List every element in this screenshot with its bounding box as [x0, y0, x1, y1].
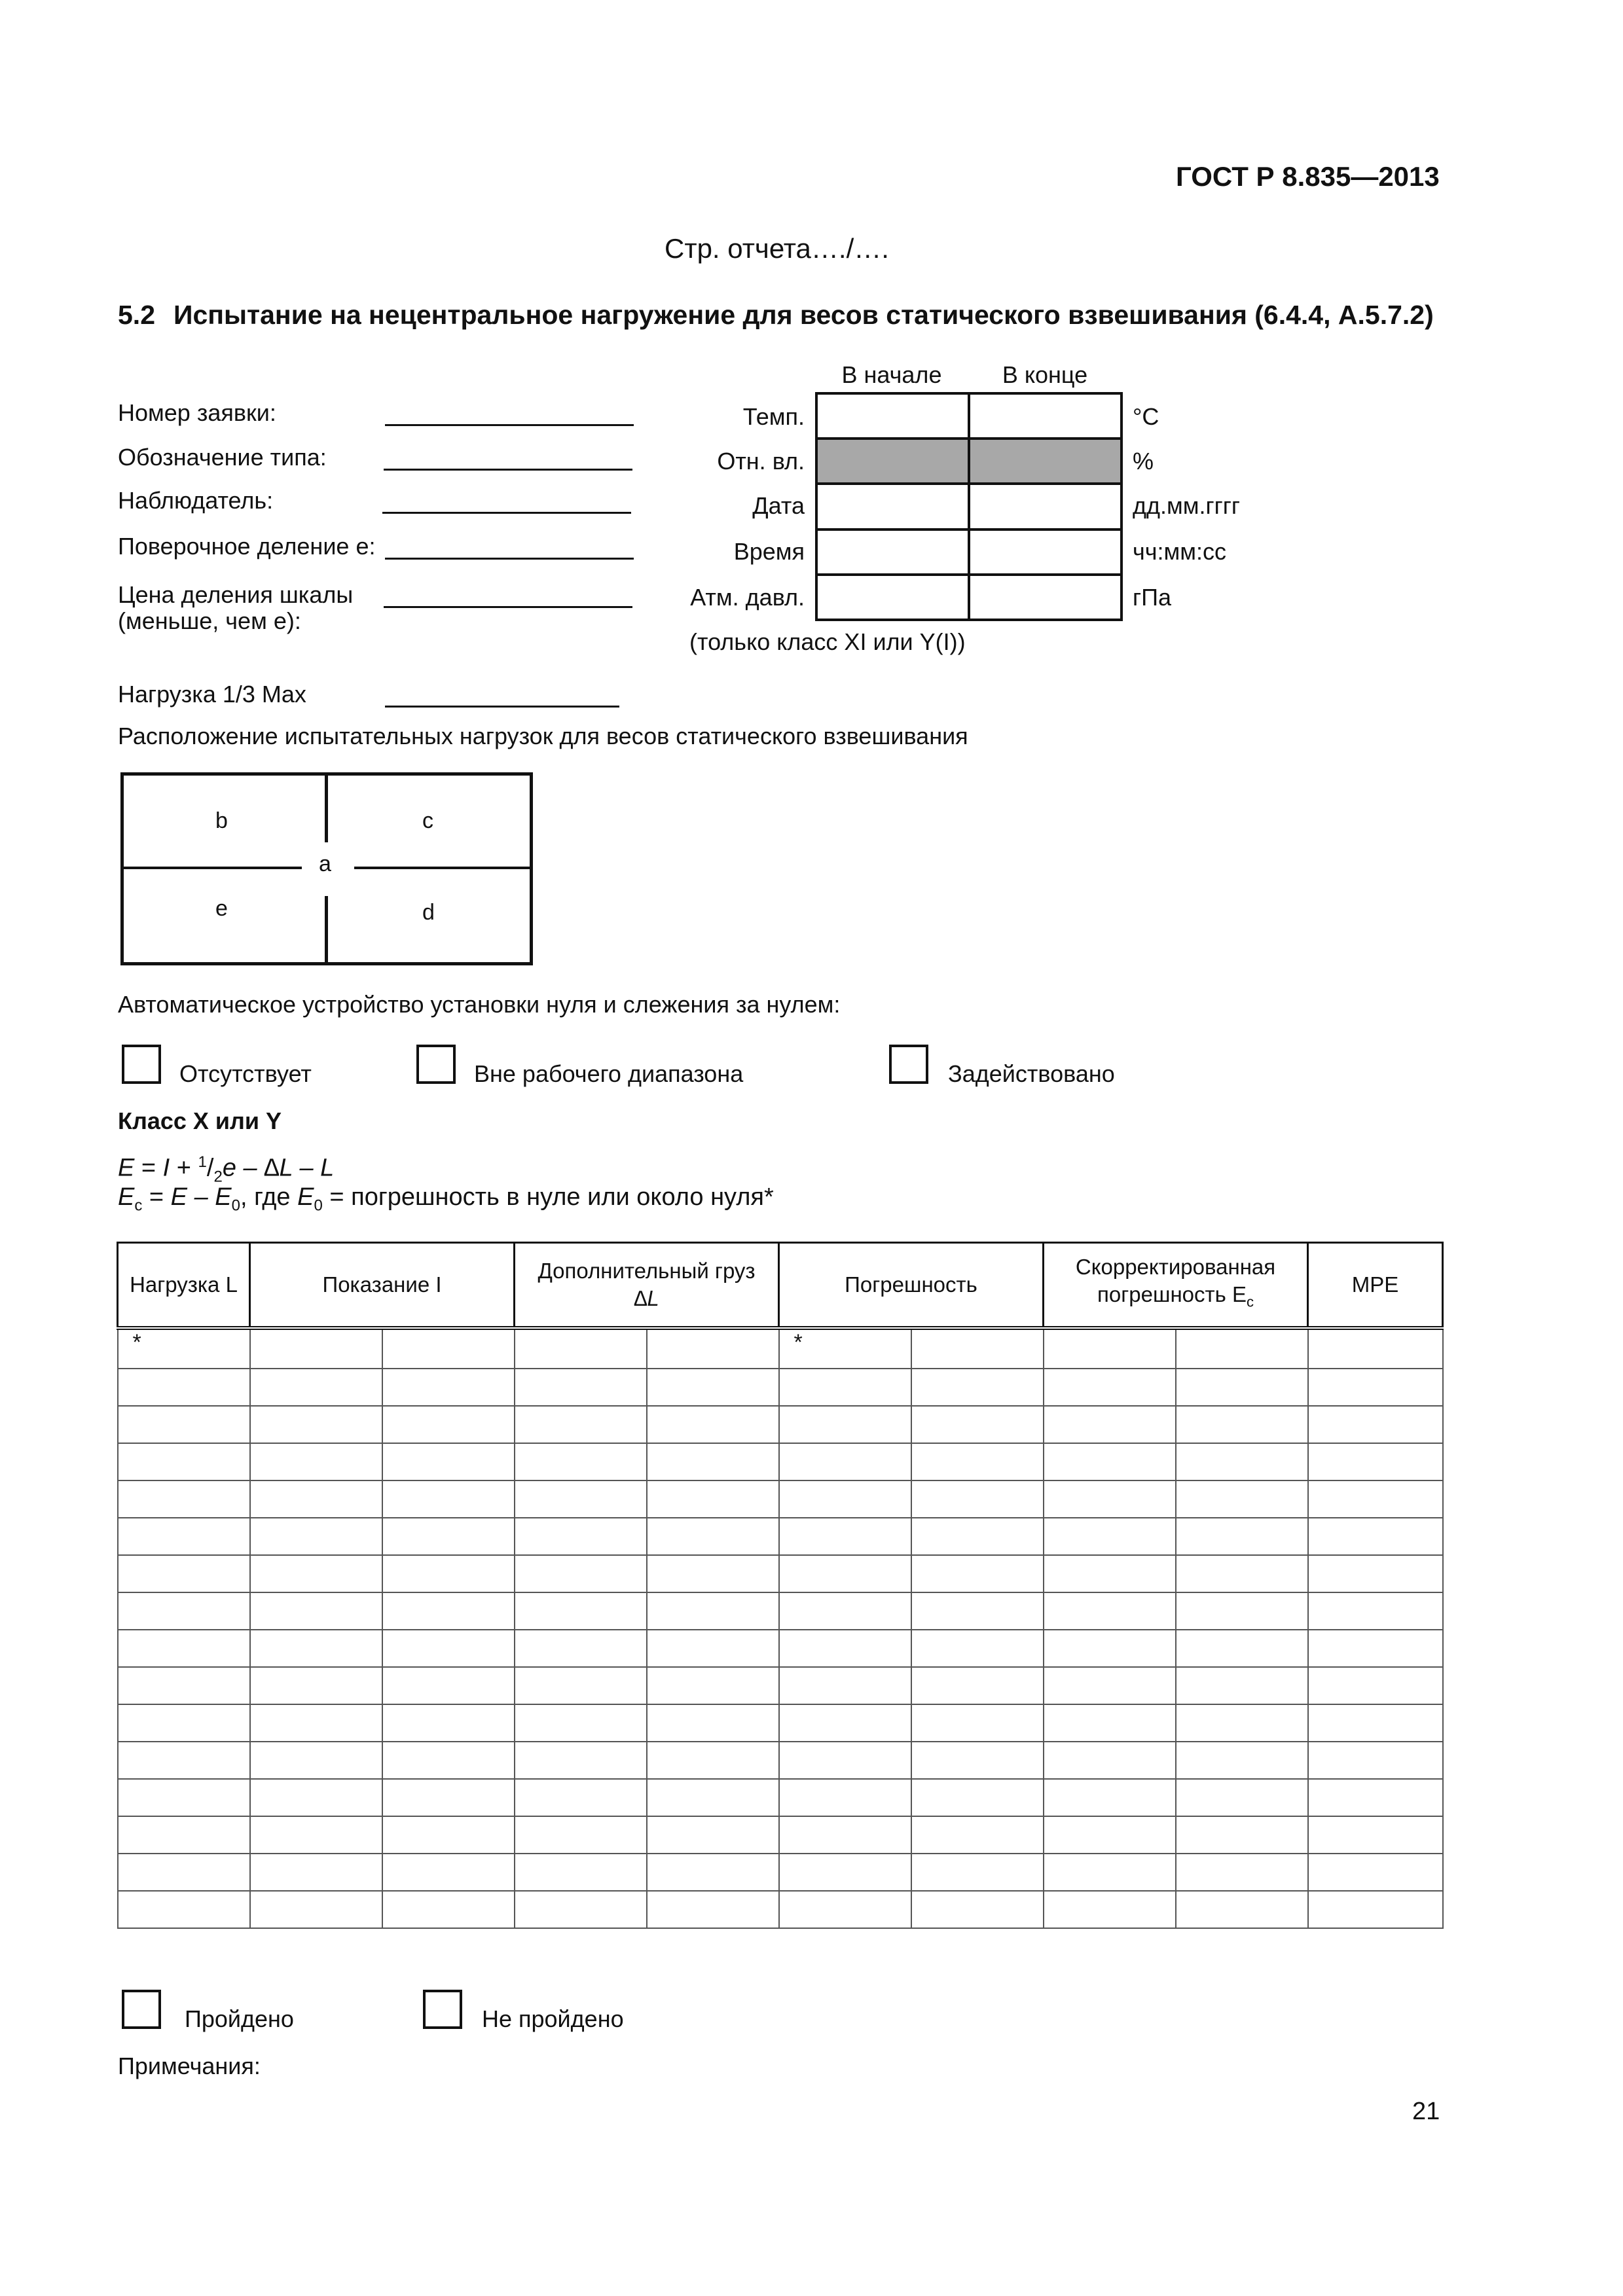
table-cell[interactable]: [1176, 1518, 1308, 1555]
load-column-header: Нагрузка L: [118, 1243, 250, 1329]
type-designation-line[interactable]: [384, 469, 632, 471]
table-cell[interactable]: [1044, 1406, 1176, 1443]
table-cell[interactable]: [1176, 1369, 1308, 1406]
out-of-range-label: Вне рабочего диапазона: [474, 1060, 744, 1087]
table-cell[interactable]: [515, 1555, 647, 1592]
table-cell[interactable]: [647, 1480, 779, 1518]
table-cell[interactable]: [647, 1704, 779, 1742]
table-cell[interactable]: [1176, 1704, 1308, 1742]
table-cell[interactable]: [1176, 1742, 1308, 1779]
table-cell[interactable]: [1308, 1518, 1443, 1555]
table-cell[interactable]: [779, 1816, 911, 1854]
condition-unit: гПа: [1133, 584, 1172, 611]
table-cell[interactable]: [779, 1406, 911, 1443]
table-cell[interactable]: [647, 1742, 779, 1779]
table-cell[interactable]: [118, 1854, 250, 1891]
table-cell[interactable]: [1176, 1630, 1308, 1667]
table-cell[interactable]: [118, 1406, 250, 1443]
formula-symbol: e – ∆L – L: [222, 1154, 335, 1182]
table-cell[interactable]: [1176, 1555, 1308, 1592]
corrected-error-column-header: Скорректированная погрешность $E_c$: [1044, 1243, 1308, 1329]
formula-operator: =: [134, 1154, 163, 1182]
table-cell[interactable]: [1044, 1816, 1176, 1854]
table-cell[interactable]: [779, 1630, 911, 1667]
table-cell[interactable]: [1044, 1443, 1176, 1480]
table-cell[interactable]: [1308, 1742, 1443, 1779]
table-cell[interactable]: [1044, 1369, 1176, 1406]
table-row: [118, 1443, 1443, 1480]
table-cell[interactable]: [118, 1630, 250, 1667]
formula-subscript: c: [134, 1196, 143, 1215]
table-cell[interactable]: [250, 1667, 382, 1704]
table-cell[interactable]: [250, 1630, 382, 1667]
table-cell[interactable]: [382, 1816, 515, 1854]
engaged-label: Задействовано: [948, 1060, 1115, 1087]
verification-division-line[interactable]: [385, 558, 634, 560]
table-cell[interactable]: [1308, 1328, 1443, 1369]
pressure-end-cell[interactable]: [969, 575, 1122, 620]
table-cell[interactable]: [647, 1854, 779, 1891]
table-cell[interactable]: [1176, 1480, 1308, 1518]
table-row: [118, 1891, 1443, 1928]
humidity-end-cell[interactable]: [969, 439, 1122, 484]
table-cell[interactable]: *: [118, 1328, 250, 1369]
table-cell[interactable]: [118, 1704, 250, 1742]
table-cell[interactable]: [911, 1328, 1044, 1369]
table-row: [118, 1369, 1443, 1406]
table-cell[interactable]: [118, 1592, 250, 1630]
table-cell[interactable]: [250, 1406, 382, 1443]
observer-label: Наблюдатель:: [118, 487, 274, 514]
absent-label: Отсутствует: [179, 1060, 312, 1087]
table-cell[interactable]: [647, 1443, 779, 1480]
formula-subscript: 0: [314, 1196, 323, 1215]
table-cell[interactable]: [1308, 1480, 1443, 1518]
formula-operator: +: [170, 1154, 198, 1182]
table-cell[interactable]: [515, 1704, 647, 1742]
table-cell[interactable]: [1308, 1854, 1443, 1891]
table-cell[interactable]: [118, 1779, 250, 1816]
formula-symbol: E: [297, 1183, 314, 1211]
table-cell[interactable]: [250, 1742, 382, 1779]
table-cell[interactable]: [779, 1369, 911, 1406]
notes-label: Примечания:: [118, 2053, 261, 2079]
table-cell[interactable]: [382, 1406, 515, 1443]
table-cell[interactable]: [250, 1518, 382, 1555]
type-designation-label: Обозначение типа:: [118, 444, 327, 471]
table-cell[interactable]: [1308, 1592, 1443, 1630]
table-cell[interactable]: [779, 1592, 911, 1630]
conditions-end-header: В конце: [1002, 361, 1088, 388]
load-label: Нагрузка 1/3 Max: [118, 681, 306, 708]
failed-checkbox[interactable]: [423, 1990, 462, 2029]
table-row: [118, 1742, 1443, 1779]
table-cell[interactable]: [911, 1854, 1044, 1891]
pressure-start-cell[interactable]: [816, 575, 969, 620]
table-cell[interactable]: [911, 1369, 1044, 1406]
corrected-error-formula: [118, 1183, 774, 1215]
table-cell[interactable]: [647, 1630, 779, 1667]
application-number-label: Номер заявки:: [118, 399, 276, 426]
table-cell[interactable]: [250, 1592, 382, 1630]
position-a-label: a: [319, 852, 331, 876]
observer-line[interactable]: [382, 512, 631, 514]
table-cell[interactable]: [647, 1667, 779, 1704]
scale-division-line[interactable]: [384, 606, 632, 608]
table-cell[interactable]: [779, 1854, 911, 1891]
table-cell[interactable]: [911, 1630, 1044, 1667]
table-cell[interactable]: [382, 1480, 515, 1518]
verification-division-label: Поверочное деление e:: [118, 533, 376, 560]
formula-text: = погрешность в нуле или около нуля*: [322, 1183, 774, 1211]
off-center-loading-table: [117, 1242, 1444, 1929]
table-cell[interactable]: [382, 1891, 515, 1928]
position-e-label: e: [215, 896, 228, 921]
table-cell[interactable]: [382, 1443, 515, 1480]
table-row: [118, 1704, 1443, 1742]
table-cell[interactable]: [911, 1406, 1044, 1443]
table-cell[interactable]: [911, 1480, 1044, 1518]
formula-subscript: 0: [231, 1196, 240, 1215]
table-cell[interactable]: [779, 1779, 911, 1816]
condition-unit: °C: [1133, 403, 1159, 430]
table-cell[interactable]: [515, 1369, 647, 1406]
table-cell[interactable]: [779, 1555, 911, 1592]
table-cell[interactable]: [382, 1667, 515, 1704]
condition-unit: дд.мм.гггг: [1133, 492, 1241, 519]
table-cell[interactable]: [515, 1667, 647, 1704]
table-cell[interactable]: [515, 1854, 647, 1891]
table-cell[interactable]: [515, 1630, 647, 1667]
table-cell[interactable]: [515, 1742, 647, 1779]
formula-symbol: I: [162, 1154, 170, 1182]
table-cell[interactable]: [1044, 1630, 1176, 1667]
table-cell[interactable]: [1308, 1406, 1443, 1443]
table-cell[interactable]: [1044, 1779, 1176, 1816]
table-cell[interactable]: [1308, 1369, 1443, 1406]
engaged-checkbox[interactable]: [889, 1045, 928, 1084]
conditions-start-header: В начале: [841, 361, 942, 388]
table-cell[interactable]: [779, 1518, 911, 1555]
table-cell[interactable]: [779, 1443, 911, 1480]
table-cell[interactable]: [647, 1328, 779, 1369]
table-cell[interactable]: [779, 1704, 911, 1742]
scale-division-label-1: Цена деления шкалы: [118, 581, 354, 608]
table-cell[interactable]: [647, 1518, 779, 1555]
formula-subscript: 2: [213, 1168, 223, 1186]
table-cell[interactable]: [1308, 1704, 1443, 1742]
table-row: [118, 1518, 1443, 1555]
table-cell[interactable]: [1308, 1630, 1443, 1667]
error-formula: [118, 1153, 334, 1186]
table-cell[interactable]: [1176, 1667, 1308, 1704]
formula-symbol: E: [118, 1154, 135, 1182]
table-cell[interactable]: [1176, 1779, 1308, 1816]
table-cell[interactable]: [1176, 1406, 1308, 1443]
table-cell[interactable]: [1044, 1555, 1176, 1592]
formula-symbol: E: [118, 1183, 135, 1211]
position-d-label: d: [422, 900, 435, 925]
table-cell[interactable]: [1044, 1328, 1176, 1369]
table-cell[interactable]: [515, 1480, 647, 1518]
table-cell[interactable]: [1308, 1555, 1443, 1592]
table-cell[interactable]: [1044, 1667, 1176, 1704]
table-cell[interactable]: [1044, 1854, 1176, 1891]
table-cell[interactable]: [647, 1592, 779, 1630]
condition-label: Атм. давл.: [690, 584, 805, 611]
out-of-range-checkbox[interactable]: [416, 1045, 456, 1084]
table-cell[interactable]: [515, 1406, 647, 1443]
condition-label: Темп.: [742, 403, 805, 430]
table-cell[interactable]: [118, 1555, 250, 1592]
condition-label: Время: [733, 538, 805, 565]
table-cell[interactable]: [382, 1328, 515, 1369]
load-line[interactable]: [385, 706, 619, 708]
table-cell[interactable]: [1308, 1779, 1443, 1816]
passed-checkbox[interactable]: [122, 1990, 161, 2029]
table-cell[interactable]: [1176, 1816, 1308, 1854]
table-cell[interactable]: [515, 1443, 647, 1480]
time-end-cell[interactable]: [969, 529, 1122, 575]
table-row: [118, 1592, 1443, 1630]
section-title: Испытание на нецентральное нагружение для весов статического взвешивания (6.4.4, А.5.7.2): [173, 300, 1434, 330]
table-cell[interactable]: [250, 1779, 382, 1816]
conditions-note: (только класс XI или Y(I)): [689, 628, 966, 655]
report-page-counter: Стр. отчета…./….: [665, 233, 889, 264]
table-cell[interactable]: [1308, 1816, 1443, 1854]
table-cell[interactable]: [250, 1443, 382, 1480]
table-row: [118, 1630, 1443, 1667]
table-cell[interactable]: [1176, 1854, 1308, 1891]
application-number-line[interactable]: [385, 424, 634, 426]
indication-column-header: Показание I: [250, 1243, 515, 1329]
table-cell[interactable]: [1308, 1443, 1443, 1480]
table-cell[interactable]: [647, 1891, 779, 1928]
table-cell[interactable]: [911, 1443, 1044, 1480]
table-cell[interactable]: [250, 1369, 382, 1406]
error-column-header: Погрешность: [779, 1243, 1044, 1329]
table-cell[interactable]: [382, 1779, 515, 1816]
zero-device-title: Автоматическое устройство установки нуля и слежения за нулем:: [118, 991, 841, 1018]
scale-division-label-2: (меньше, чем e):: [118, 607, 301, 634]
load-position-diagram: [120, 772, 533, 965]
humidity-start-cell[interactable]: [816, 439, 969, 484]
table-cell[interactable]: [118, 1667, 250, 1704]
temp-start-cell[interactable]: [816, 393, 969, 439]
condition-label: Дата: [752, 492, 805, 519]
table-cell[interactable]: [779, 1891, 911, 1928]
additional-weight-column-header: Дополнительный груз ∆L: [515, 1243, 779, 1329]
mpe-column-header: MPE: [1308, 1243, 1443, 1329]
table-body: [118, 1328, 1443, 1928]
table-cell[interactable]: [911, 1742, 1044, 1779]
table-cell[interactable]: [250, 1704, 382, 1742]
table-cell[interactable]: [647, 1369, 779, 1406]
section-number: 5.2: [118, 300, 155, 330]
table-row: [118, 1480, 1443, 1518]
table-cell[interactable]: [382, 1518, 515, 1555]
table-row: [118, 1406, 1443, 1443]
table-cell[interactable]: [1308, 1667, 1443, 1704]
table-cell[interactable]: [1044, 1480, 1176, 1518]
table-row: [118, 1779, 1443, 1816]
table-cell[interactable]: [250, 1816, 382, 1854]
formula-slash: /: [206, 1154, 214, 1182]
class-heading: Класс X или Y: [118, 1107, 282, 1134]
table-cell[interactable]: [118, 1742, 250, 1779]
table-cell[interactable]: [515, 1328, 647, 1369]
condition-unit: %: [1133, 448, 1154, 475]
table-cell[interactable]: [250, 1555, 382, 1592]
table-cell[interactable]: [779, 1742, 911, 1779]
table-cell[interactable]: [911, 1816, 1044, 1854]
table-cell[interactable]: [911, 1891, 1044, 1928]
load-layout-caption: Расположение испытательных нагрузок для весов статического взвешивания: [118, 723, 968, 749]
table-cell[interactable]: [382, 1704, 515, 1742]
table-cell[interactable]: [118, 1518, 250, 1555]
table-cell[interactable]: [515, 1891, 647, 1928]
table-cell[interactable]: [779, 1667, 911, 1704]
table-cell[interactable]: [515, 1592, 647, 1630]
table-row: [118, 1555, 1443, 1592]
table-cell[interactable]: [647, 1779, 779, 1816]
table-cell[interactable]: [911, 1592, 1044, 1630]
table-cell[interactable]: [1176, 1443, 1308, 1480]
position-c-label: c: [422, 808, 433, 833]
table-cell[interactable]: [250, 1854, 382, 1891]
table-cell[interactable]: [1308, 1891, 1443, 1928]
table-cell[interactable]: [250, 1480, 382, 1518]
table-cell[interactable]: [1044, 1891, 1176, 1928]
condition-label: Отн. вл.: [717, 448, 805, 475]
document-number: ГОСТ Р 8.835—2013: [1176, 161, 1440, 192]
date-start-cell[interactable]: [816, 484, 969, 529]
table-cell[interactable]: [911, 1704, 1044, 1742]
table-cell[interactable]: [911, 1555, 1044, 1592]
table-cell[interactable]: [382, 1369, 515, 1406]
table-cell[interactable]: [118, 1891, 250, 1928]
formula-superscript: 1: [198, 1153, 207, 1171]
date-end-cell[interactable]: [969, 484, 1122, 529]
table-row: [118, 1854, 1443, 1891]
table-cell[interactable]: [250, 1891, 382, 1928]
table-cell[interactable]: [118, 1480, 250, 1518]
table-cell[interactable]: *: [779, 1328, 911, 1369]
table-cell[interactable]: [647, 1555, 779, 1592]
table-cell[interactable]: [911, 1518, 1044, 1555]
table-cell[interactable]: [1044, 1518, 1176, 1555]
table-cell[interactable]: [515, 1779, 647, 1816]
table-cell[interactable]: [779, 1480, 911, 1518]
passed-label: Пройдено: [185, 2005, 294, 2032]
temp-end-cell[interactable]: [969, 393, 1122, 439]
table-cell[interactable]: [911, 1779, 1044, 1816]
table-cell[interactable]: [1044, 1704, 1176, 1742]
table-cell[interactable]: [382, 1742, 515, 1779]
formula-text: , где: [240, 1183, 298, 1211]
table-cell[interactable]: [382, 1555, 515, 1592]
table-row: [118, 1667, 1443, 1704]
table-cell[interactable]: [382, 1630, 515, 1667]
conditions-grid: [815, 392, 1123, 621]
table-row: [118, 1328, 1443, 1369]
section-heading: [118, 300, 1434, 331]
table-cell[interactable]: [382, 1592, 515, 1630]
table-cell[interactable]: [1044, 1592, 1176, 1630]
page-number: 21: [1412, 2098, 1440, 2125]
table-cell[interactable]: [911, 1667, 1044, 1704]
table-cell[interactable]: [647, 1816, 779, 1854]
formula-operator: =: [142, 1183, 171, 1211]
table-cell[interactable]: [647, 1406, 779, 1443]
absent-checkbox[interactable]: [122, 1045, 161, 1084]
table-cell[interactable]: [1176, 1592, 1308, 1630]
table-cell[interactable]: [1044, 1742, 1176, 1779]
table-cell[interactable]: [118, 1369, 250, 1406]
table-cell[interactable]: [515, 1518, 647, 1555]
table-cell[interactable]: [118, 1443, 250, 1480]
table-cell[interactable]: [250, 1328, 382, 1369]
table-row: [118, 1816, 1443, 1854]
table-cell[interactable]: [1176, 1891, 1308, 1928]
position-b-label: b: [215, 808, 228, 833]
condition-unit: чч:мм:сс: [1133, 538, 1227, 565]
time-start-cell[interactable]: [816, 529, 969, 575]
table-cell[interactable]: [1176, 1328, 1308, 1369]
formula-symbol: E – E: [170, 1183, 232, 1211]
table-cell[interactable]: [515, 1816, 647, 1854]
failed-label: Не пройдено: [482, 2005, 624, 2032]
table-cell[interactable]: [382, 1854, 515, 1891]
table-cell[interactable]: [118, 1816, 250, 1854]
